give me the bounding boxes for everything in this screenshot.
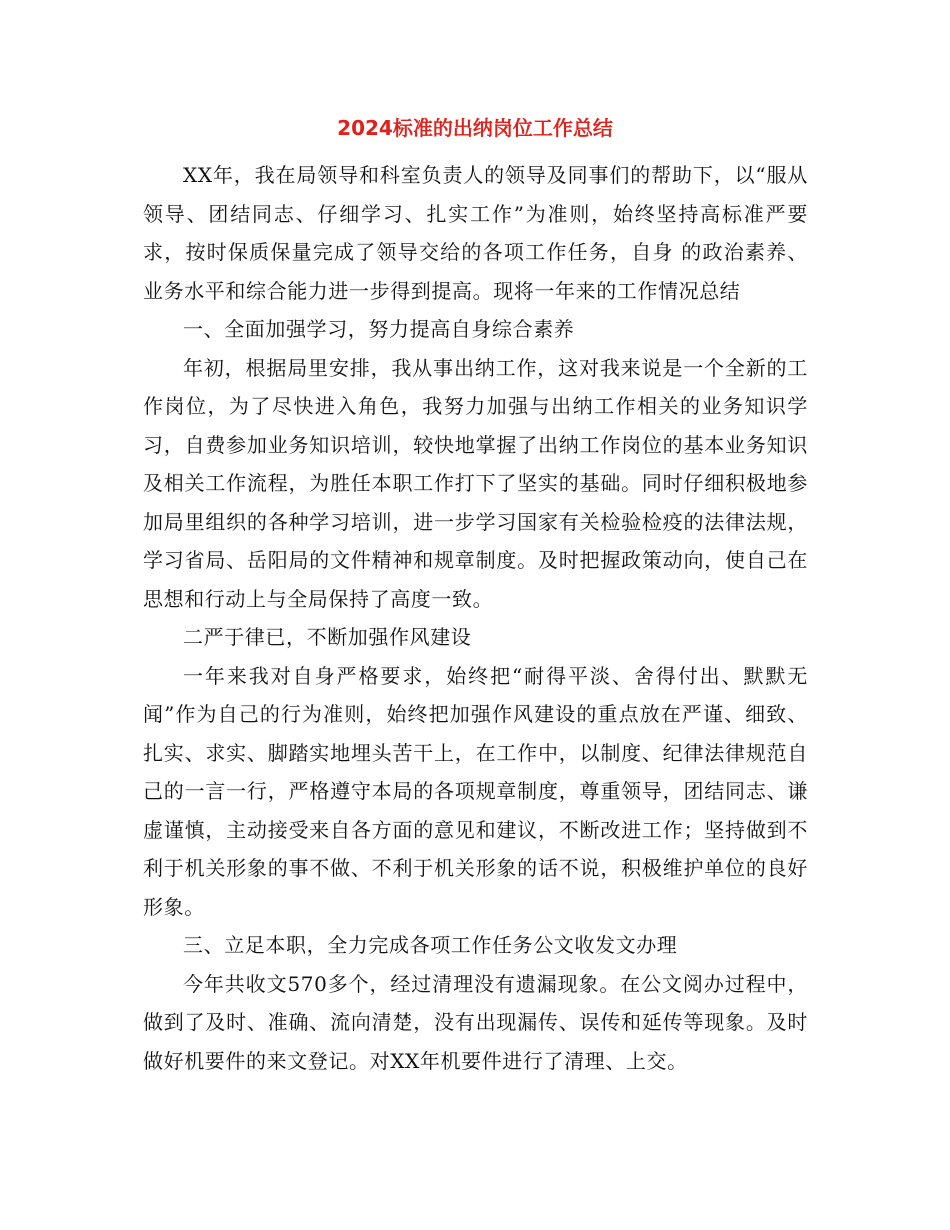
section-2-paragraph: 一年来我对自身严格要求，始终把“耐得平淡、舍得付出、默默无闻”作为自己的行为准则，始终把加强作风建设的重点放在严谨、细致、扎实、求实、脚踏实地埋头苦干上，在工作中，以制度、纪律法律规范自己的一言一行，严格遵守本局的各项规章制度，尊重领导，团结同志、谦虚谨慎，主动接受来自各方面的意见和建议，不断改进工作；坚持做到不利于机关形象的事不做、不利于机关形象的话不说，积极维护单位的良好形象。 <box>143 663 808 919</box>
section-heading-1: 一、全面加强学习，努力提高自身综合素养 <box>183 317 575 341</box>
document-title: 2024标准的出纳岗位工作总结 <box>337 116 613 140</box>
document-body <box>143 156 808 1080</box>
section-heading-2: 二严于律已，不断加强作风建设 <box>183 625 472 649</box>
section-3-paragraph: 今年共收文570多个，经过清理没有遗漏现象。在公文阅办过程中，做到了及时、准确、流向清楚，没有出现漏传、误传和延传等现象。及时做好机要件的来文登记。对XX年机要件进行了清理、上交。 <box>143 971 808 1073</box>
section-1-paragraph: 年初，根据局里安排，我从事出纳工作，这对我来说是一个全新的工作岗位，为了尽快进入角色，我努力加强与出纳工作相关的业务知识学习，自费参加业务知识培训，较快地掌握了出纳工作岗位的基本业务知识及相关工作流程，为胜任本职工作打下了坚实的基础。同时仔细积极地参加局里组织的各种学习培训，进一步学习国家有关检验检疫的法律法规，学习省局、岳阳局的文件精神和规章制度。及时把握政策动向，使自己在思想和行动上与全局保持了高度一致。 <box>143 355 808 611</box>
intro-paragraph: XX年，我在局领导和科室负责人的领导及同事们的帮助下，以“服从领导、团结同志、仔细学习、扎实工作”为准则，始终坚持高标准严要求，按时保质保量完成了领导交给的各项工作任务，自身 的政治素养、业务水平和综合能力进一步得到提高。现将一年来的工作情况总结 <box>143 163 808 303</box>
section-heading-3: 三、立足本职，全力完成各项工作任务公文收发文办理 <box>183 933 678 957</box>
